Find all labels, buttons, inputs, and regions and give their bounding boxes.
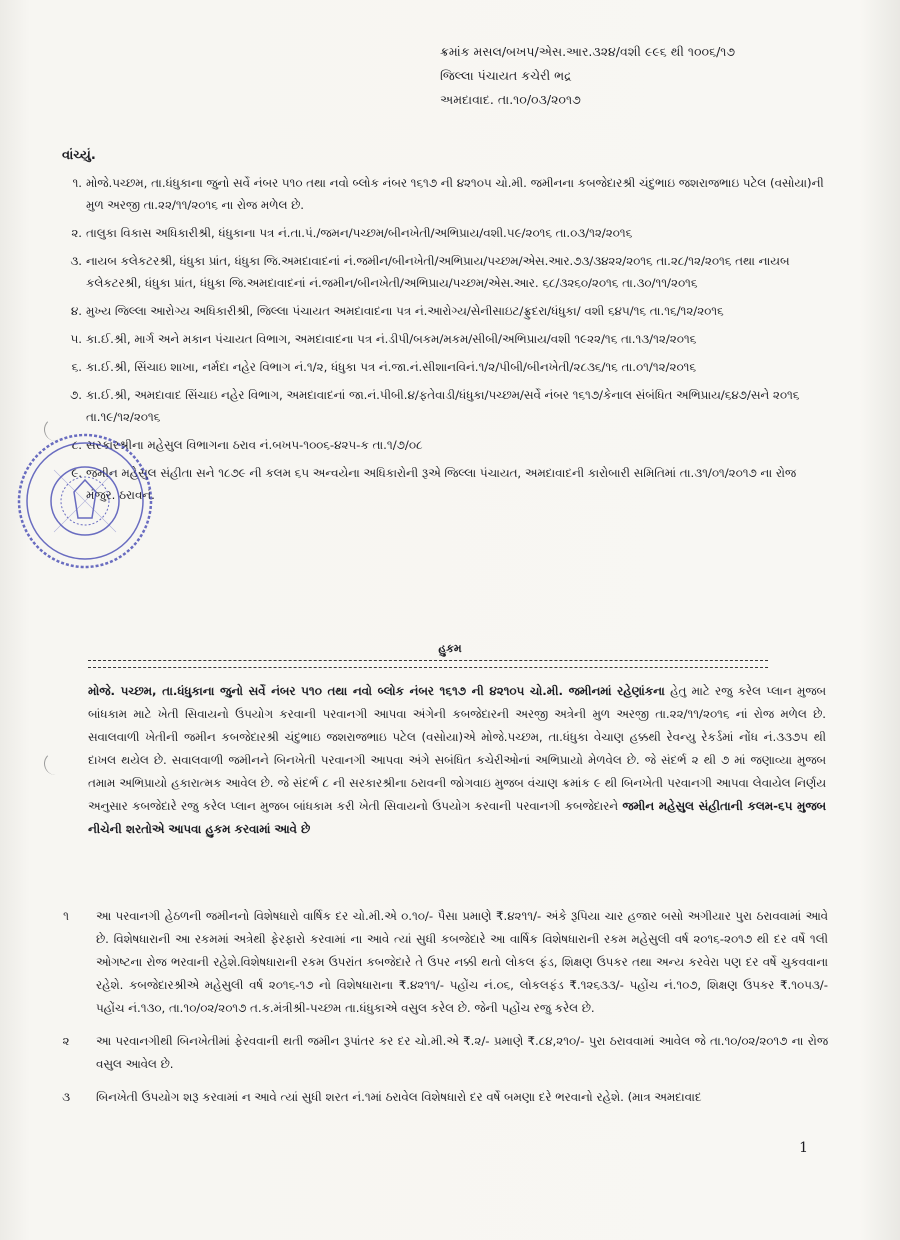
order-tail-text: જમીન મહેસુલ સંહીતાની કલમ-૬૫ મુજબ નીચેની શરતોએ આપવા હુકમ કરવામાં આવે છે	[88, 799, 827, 836]
double-dashed-divider	[88, 660, 768, 668]
order-main-text: હેતુ માટે રજુ કરેલ પ્લાન મુજબ બાંધકામ માટે ખેતી સિવાયનો ઉપયોગ કરવાની પરવાનગી આપવા અંગેની કબજેદારની અરજી અત્રેની મુળ અરજી તા.૨૨/૧૧/૨૦૧૬ નાં રોજ મળેલ છે. સવાલવાળી ખેતીની જમીન કબજેદારશ્રી ચંદુભાઇ જશરાજભાઇ પટેલ (વસોયા)એ મોજે.પચ્છમ, તા.ધંધુકા વેચાણ હક્કથી રેવન્યુ રેકર્ડમાં નોંધ નં.૩૩૭૫ થી દાખલ થયેલ છે. સવાલવાળી જમીનને બિનખેતી પરવાનગી આપવા અંગે સબંધિત કચેરીઓનાં અભિપ્રાયો મેળવેલ છે. જે સંદર્ભ ૨ થી ૭ માં જણાવ્યા મુજબ તમામ અભિપ્રાયો હકારાત્મક આવેલ છે. જે સંદર્ભ ૮ ની સરકારશ્રીના ઠરાવની જોગવાઇ મુજબ વંચાણ ક્રમાંક ૯ થી બિનખેતી પરવાનગી આપવા લેવાયેલ નિર્ણય અનુસાર કબજેદારે રજુ કરેલ પ્લાન મુજબ બાંધકામ કરી ખેતી સિવાયનો ઉપયોગ કરવાની પરવાનગી કબજેદારને	[88, 684, 826, 813]
order-title: હુકમ	[438, 642, 462, 655]
condition-item: ૨ આ પરવાનગીથી બિનખેતીમાં ફેરવવાની થતી જમીન રૂપાંતર કર દર ચો.મી.એ ₹.૨/- પ્રમાણે ₹.૮૪,૨૧૦/- પુરા ઠરાવવામાં આવેલ જે તા.૧૦/૦૨/૨૦૧૭ ના રોજ વસુલ આવેલ છે.	[62, 1034, 828, 1071]
office-name: જિલ્લા પંચાયત કચેરી ભદ્ર	[440, 68, 572, 83]
official-seal-stamp	[14, 430, 156, 572]
reference-item: ૩. નાયબ કલેકટરશ્રી, ધંધુકા પ્રાંત, ધંધુકા જિ.અમદાવાદનાં નં.જમીન/બીનખેતી/અભિપ્રાય/પચ્છમ/એસ.આર.૭૩/૩૪૨૨/૨૦૧૬ તા.૨૮/૧૨/૨૦૧૬ તથા નાયબ કલેકટરશ્રી, ધંધુકા પ્રાંત, ધંધુકા જિ.અમદાવાદનાં નં.જમીન/બીનખેતી/અભિપ્રાય/પચ્છમ/એસ.આર. ૬૮/૩૨૬૦/૨૦૧૬ તા.૩૦/૧૧/૨૦૧૬	[70, 254, 790, 290]
reference-item: ૪. મુખ્ય જિલ્લા આરોગ્ય અધિકારીશ્રી, જિલ્લા પંચાયત અમદાવાદના પત્ર નં.આરોગ્ય/સેનીસાઇટ/ફ્રુદરા/ધંધુકા/ વશી ૬૪૫/૧૬ તા.૧૬/૧૨/૨૦૧૬	[70, 304, 724, 318]
reference-item: ૯. જમીન મહેસુલ સંહીતા સને ૧૮૭૯ ની કલમ ૬૫ અન્વયેના અધિકારોની રૂએ જિલ્લા પંચાયત, અમદાવાદની કારોબારી સમિતિમાં તા.૩૧/૦૧/૨૦૧૭ ના રોજ મંજુર. ઠરાવનં.	[71, 466, 797, 502]
conditions-list	[56, 905, 828, 1119]
order-lead-text: મોજે. પચ્છમ, તા.ધંધુકાના જુનો સર્વે નંબર ૫૧૦ તથા નવો બ્લોક નંબર ૧૬૧૭ ની ૪૨૧૦૫ ચો.મી. જમીનમાં રહેણાંકના	[88, 684, 665, 698]
reference-item: ૨. તાલુકા વિકાસ અધિકારીશ્રી, ધંધુકાના પત્ર નં.તા.પં./જમન/પચ્છમ/બીનખેતી/અભિપ્રાય/વશી.૫૯/૨૦૧૬ તા.૦૩/૧૨/૨૦૧૬	[71, 226, 633, 240]
reference-number: ક્રમાંક મસલ/બખપ/એસ.આર.૩૨૪/વશી ૯૯૬ થી ૧૦૦૬/૧૭	[440, 44, 736, 59]
page-number: 1	[799, 1140, 808, 1156]
condition-item: ૩ બિનખેતી ઉપયોગ શરૂ કરવામાં ન આવે ત્યાં સુધી શરત નં.૧માં ઠરાવેલ વિશેષધારો દર વર્ષે બમણા દરે ભરવાનો રહેશે. (માત્ર અમદાવાદ	[62, 1090, 702, 1104]
place-date: અમદાવાદ. તા.૧૦/૦૩/૨૦૧૭	[440, 92, 581, 107]
reference-item: ૬. કા.ઈ.શ્રી, સિંચાઇ શાખા, નર્મદા નહેર વિભાગ નં.૧/૨, ધંધુકા પત્ર નં.જા.નં.સીશાનવિનં.૧/૨/પીબી/બીનખેતી/૨૮૩૬/૧૬ તા.૦૧/૧૨/૨૦૧૬	[71, 360, 696, 374]
condition-item: ૧ આ પરવાનગી હેઠળની જમીનનો વિશેષધારો વાર્ષિક દર ચો.મી.એ ૦.૧૦/- પૈસા પ્રમાણે ₹.૪૨૧૧/- અંકે રૂપિયા ચાર હજાર બસો અગીયાર પુરા ઠરાવવામાં આવે છે. વિશેષધારાની આ રકમમાં અત્રેથી ફેરફારો કરવામાં ના આવે ત્યાં સુધી કબજેદારે આ વાર્ષિક વિશેષધારાની રકમ મહેસુલી વર્ષ ૨૦૧૬-૨૦૧૭ થી દર વર્ષે ૧લી ઓગષ્ટના રોજ ભરવાની રહેશે.વિશેષધારાની રકમ ઉપરાંત કબજેદારે તે ઉપર નક્કી થતો લોકલ ફંડ, શિક્ષણ ઉપકર તથા અન્ય કરવેરા પણ દર વર્ષે ચુકવવાના રહેશે. કબજેદારશ્રીએ મહેસુલી વર્ષ ૨૦૧૬-૧૭ નો વિશેષધારાના ₹.૪૨૧૧/- પહોંચ નં.૦૬, લોકલફંડ ₹.૧૨૬૩૩/- પહોંચ નં.૧૦૭, શિક્ષણ ઉપકર ₹.૧૦૫૩/- પહોંચ નં.૧૩૦, તા.૧૦/૦૨/૨૦૧૭ ત.ક.મંત્રીશ્રી-પચ્છમ તા.ધંધુકાએ વસુલ કરેલ છે. જેની પહોંચ રજુ કરેલ છે.	[63, 909, 829, 1015]
references-list	[52, 172, 827, 512]
letter-header	[440, 40, 860, 112]
reference-item: ૭. કા.ઈ.શ્રી, અમદાવાદ સિંચાઇ નહેર વિભાગ, અમદાવાદનાં જા.નં.પીબી.૪/ફતેવાડી/ધંધુકા/પચ્છમ/સર્વે નંબર ૧૬૧૭/કેનાલ સંબંધિત અભિપ્રાય/૬૪૭/સને ૨૦૧૬ તા.૧૯/૧૨/૨૦૧૬	[70, 388, 800, 424]
punch-hole-mark	[44, 752, 67, 775]
reference-item: ૫. કા.ઈ.શ્રી, માર્ગ અને મકાન પંચાયત વિભાગ, અમદાવાદના પત્ર નં.ડીપી/બકમ/મકમ/સીબી/અભિપ્રાય/વશી ૧૯૨૨/૧૬ તા.૧૩/૧૨/૨૦૧૬	[70, 332, 697, 346]
read-label: વાંચ્યું.	[62, 148, 96, 163]
order-paragraph	[88, 680, 826, 841]
reference-item: ૧. મોજે.પચ્છમ, તા.ધંધુકાના જુનો સર્વે નંબર ૫૧૦ તથા નવો બ્લોક નંબર ૧૬૧૭ ની ૪૨૧૦૫ ચો.મી. જમીનના કબજેદારશ્રી ચંદુભાઇ જશરાજભાઇ પટેલ (વસોયા)ની મુળ અરજી તા.૨૨/૧૧/૨૦૧૬ ના રોજ મળેલ છે.	[72, 176, 824, 212]
reference-item: ૮. સરકારશ્રીના મહેસુલ વિભાગના ઠરાવ નં.બખપ-૧૦૦૬-૪૨૫-ક તા.૧/૭/૦૮	[71, 438, 423, 452]
